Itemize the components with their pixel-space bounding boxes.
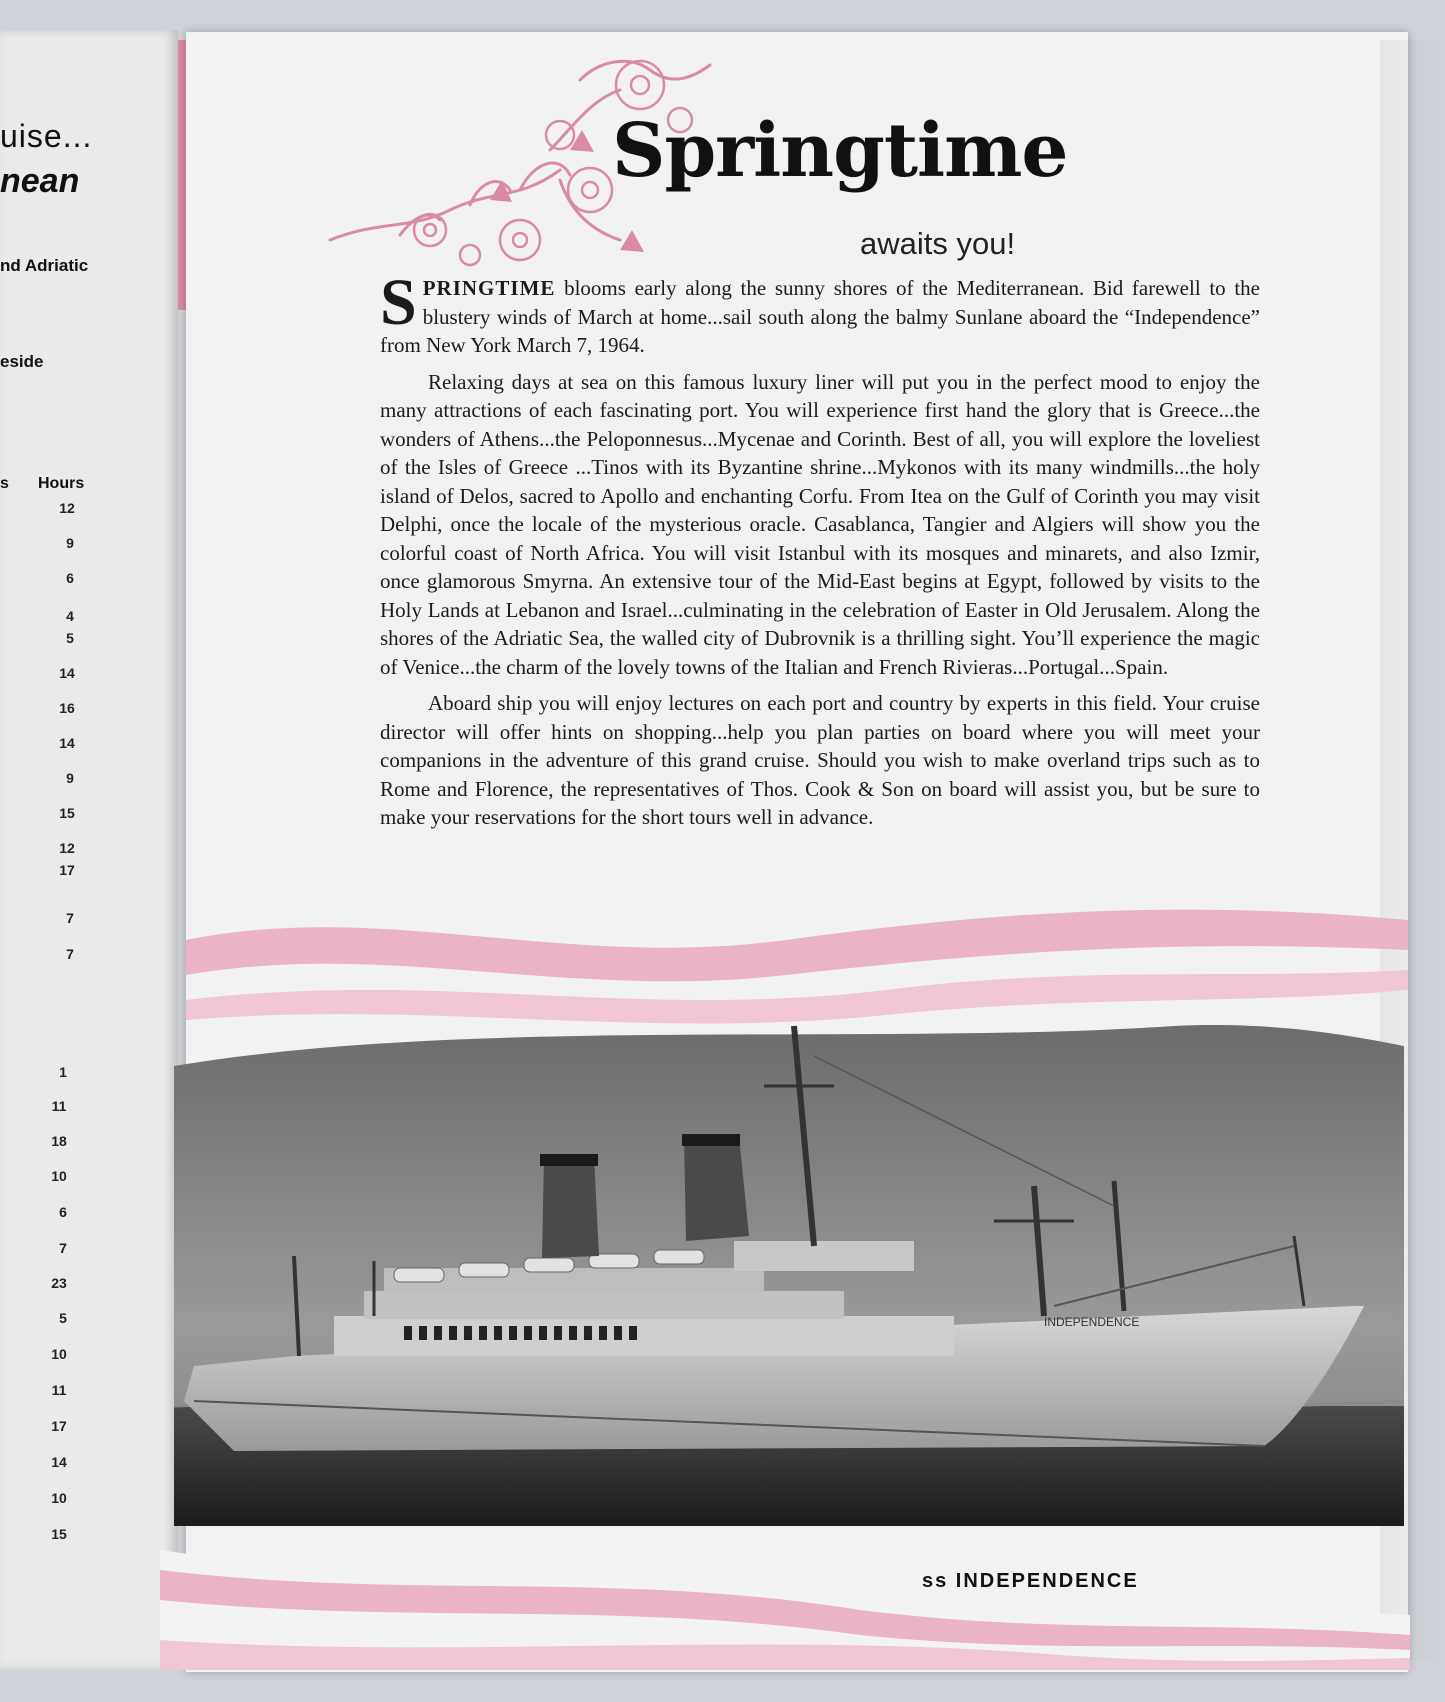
ship-photograph (174, 1006, 1404, 1526)
left-page-heading-fragment: uise... (0, 118, 93, 154)
hours-value: 11 (51, 1382, 67, 1398)
hours-value: 1 (59, 1064, 67, 1080)
hull-name: INDEPENDENCE (1044, 1315, 1140, 1329)
paragraph-1-text: blooms early along the sunny shores of the Mediterranean. Bid farewell to the blustery winds of March at home...sail south along the balmy Sunlane aboard the “Independence” from New York March 7, 1964. (380, 276, 1260, 357)
hours-value: 14 (59, 665, 75, 681)
hours-value: 18 (51, 1133, 67, 1149)
left-page-hours-header: Hours (38, 475, 85, 492)
hours-value: 7 (59, 1240, 67, 1256)
hours-value: 14 (51, 1454, 67, 1470)
page-headline: Springtime (612, 108, 1068, 194)
left-page-column-header-fragment: s (0, 475, 9, 492)
hours-value: 17 (51, 1418, 67, 1434)
hours-value: 10 (51, 1168, 67, 1184)
hours-value: 14 (59, 735, 75, 751)
hours-value: 12 (59, 840, 75, 856)
hours-value: 10 (51, 1346, 67, 1362)
hours-value: 16 (59, 700, 75, 716)
hours-value: 4 (66, 608, 74, 624)
drop-cap: S (380, 266, 417, 339)
paragraph-3: Aboard ship you will enjoy lectures on each port and country by experts in this field. Your cruise director will offer hints on shopping...help you plan parties on board where you will meet your companions in the adventure of this grand cruise. Should you wish to make overland trips such as to Rome and Florence, the representatives of Thos. Cook & Son on board will assist you, but be sure to make your reservations for the short tours well in advance. (380, 691, 1260, 829)
page-subheadline: awaits you! (860, 226, 1016, 261)
hours-value: 15 (51, 1526, 67, 1542)
hours-value: 15 (59, 805, 75, 821)
left-page-title-fragment: nean (0, 162, 80, 200)
pink-wave-decoration-bottom (160, 1540, 1410, 1670)
hours-value: 6 (59, 1204, 67, 1220)
hours-value: 6 (66, 570, 74, 586)
hours-value: 5 (66, 630, 74, 646)
hours-value: 5 (59, 1310, 67, 1326)
paragraph-1 (380, 266, 1260, 360)
hours-value: 7 (66, 946, 74, 962)
hours-value: 11 (51, 1098, 67, 1114)
left-page-subtitle-fragment: nd Adriatic (0, 256, 89, 275)
left-page-line-fragment: eside (0, 352, 44, 371)
paragraph-2: Relaxing days at sea on this famous luxury liner will put you in the perfect mood to enjoy the many attractions of each fascinating port. You will experience first hand the glory that is Greece...the wonders of Athens...the Peloponnesus...Mycenae and Corinth. Best of all, you will explore the loveliest of the Isles of Greece ...Tinos with its Byzantine shrine...Mykonos with its many windmills...the holy island of Delos, sacred to Apollo and enchanting Corfu. From Itea on the Gulf of Corinth you may visit Delphi, once the locale of the mysterious oracle. Casablanca, Tangier and Algiers will show you the colorful coast of North Africa. You will visit Istanbul with its mosques and minarets, and also Izmir, once glamorous Smyrna. An extensive tour of the Mid-East begins at Egypt, followed by visits to the Holy Lands at Lebanon and Israel...culminating in the celebration of Easter in Old Jerusalem. Along the shores of the Adriatic Sea, the walled city of Dubrovnik is a thrilling sight. You’ll experience the magic of Venice...the charm of the lovely towns of the Italian and French Rivieras...Portugal...Spain. (380, 369, 1260, 679)
hours-value: 9 (66, 770, 74, 786)
hours-value: 23 (51, 1275, 67, 1291)
hours-value: 10 (51, 1490, 67, 1506)
hours-value: 17 (59, 862, 75, 878)
left-facing-page (0, 30, 178, 1670)
lead-word: PRINGTIME (422, 276, 556, 300)
hours-value: 12 (59, 500, 75, 516)
photo-caption: ss INDEPENDENCE (922, 1570, 1139, 1592)
body-copy (380, 266, 1260, 840)
hours-value: 7 (66, 910, 74, 926)
hours-value: 9 (66, 535, 74, 551)
